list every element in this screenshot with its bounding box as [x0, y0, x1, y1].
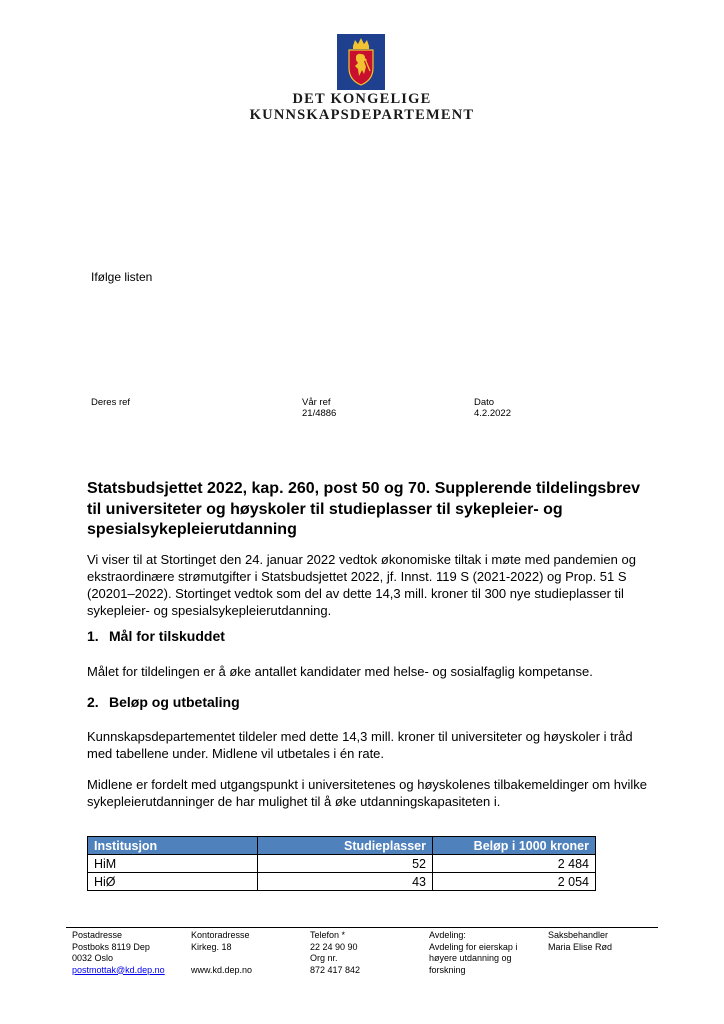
section-2-heading	[87, 694, 240, 710]
var-ref-value: 21/4886	[302, 408, 337, 419]
cell-belop: 2 484	[433, 855, 596, 873]
letter-title: Statsbudsjettet 2022, kap. 260, post 50 og 70. Supplerende tildelingsbrev til universiteter og høyskoler til studieplasser til sykepleier- og spesialsykepleierutdanning	[87, 480, 641, 538]
dato-label: Dato	[474, 397, 495, 408]
footer-text	[191, 953, 252, 965]
header-studieplasser: Studieplasser	[258, 837, 433, 855]
footer-text: 0032 Oslo	[72, 953, 114, 963]
section-1-heading	[87, 628, 225, 644]
header-institusjon: Institusjon	[88, 837, 258, 855]
footer-avdeling	[429, 930, 517, 976]
footer-text: Kirkeg. 18	[191, 941, 232, 952]
footer-telefon	[310, 930, 360, 976]
footer-divider	[66, 927, 658, 928]
letterhead-line-2: KUNNSKAPSDEPARTEMENT	[249, 107, 475, 123]
footer-text: Avdeling for eierskap i	[429, 941, 518, 952]
table-header-row	[88, 837, 596, 855]
table-row	[88, 873, 596, 891]
footer-text: Postboks 8119 Dep	[72, 941, 150, 952]
cell-institusjon: HiØ	[88, 873, 258, 891]
var-ref-label: Vår ref	[302, 397, 331, 408]
email-link[interactable]: postmottak@kd.dep.no	[72, 964, 165, 975]
section-1-text: Målet for tildelingen er å øke antallet kandidater med helse- og sosialfaglig kompetanse.	[87, 664, 593, 679]
recipient: Ifølge listen	[91, 270, 153, 284]
table-row	[88, 855, 596, 873]
footer-text: Saksbehandler	[548, 930, 609, 940]
letterhead-line-1: DET KONGELIGE	[292, 91, 432, 107]
dato-value: 4.2.2022	[474, 408, 511, 419]
footer-postadresse	[72, 930, 165, 976]
section-2-text-1: Kunnskapsdepartementet tildeler med dette 14,3 mill. kroner til universiteter og høyskoler i tråd med tabellene under. Midlene vil utbetales i én rate.	[87, 729, 633, 761]
footer-text: Kontoradresse	[191, 930, 250, 940]
footer-kontoradresse	[191, 930, 252, 976]
footer-text: høyere utdanning og	[429, 953, 512, 963]
cell-institusjon: HiM	[88, 855, 258, 873]
deres-ref-label: Deres ref	[91, 397, 131, 408]
header-belop: Beløp i 1000 kroner	[433, 837, 596, 855]
coat-of-arms-logo	[337, 34, 385, 90]
section-2-number: 2.	[87, 694, 99, 710]
allocation-table	[87, 836, 596, 891]
cell-studieplasser: 43	[258, 873, 433, 891]
section-1-title: Mål for tilskuddet	[109, 628, 225, 644]
footer-text: Telefon *	[310, 930, 346, 940]
website-link[interactable]: www.kd.dep.no	[191, 964, 253, 975]
footer-text: 872 417 842	[310, 964, 361, 975]
footer-text: Org nr.	[310, 953, 338, 963]
section-2-text-2: Midlene er fordelt med utgangspunkt i universitetenes og høyskolenes tilbakemeldinger om hvilke sykepleierutdanninger de har mulighet til å øke utdanningskapasiteten i.	[87, 777, 648, 809]
footer-text: forskning	[429, 964, 466, 975]
section-2-title: Beløp og utbetaling	[109, 694, 240, 710]
footer-text: Avdeling:	[429, 930, 466, 940]
footer-text: 22 24 90 90	[310, 941, 358, 952]
footer-text: Maria Elise Rød	[548, 941, 613, 952]
cell-belop: 2 054	[433, 873, 596, 891]
footer-text: Postadresse	[72, 930, 123, 940]
section-1-number: 1.	[87, 628, 99, 644]
footer-saksbehandler	[548, 930, 612, 953]
cell-studieplasser: 52	[258, 855, 433, 873]
intro-paragraph: Vi viser til at Stortinget den 24. januar 2022 vedtok økonomiske tiltak i møte med pandemien og ekstraordinære strømutgifter i Statsbudsjettet 2022, jf. Innst. 119 S (2021-2022) og Prop. 51 S (20201–2022). Stortinget vedtok som del av dette 14,3 mill. kroner til 300 nye studieplasser til sykepleier- og spesialsykepleierutdanning.	[87, 552, 636, 618]
